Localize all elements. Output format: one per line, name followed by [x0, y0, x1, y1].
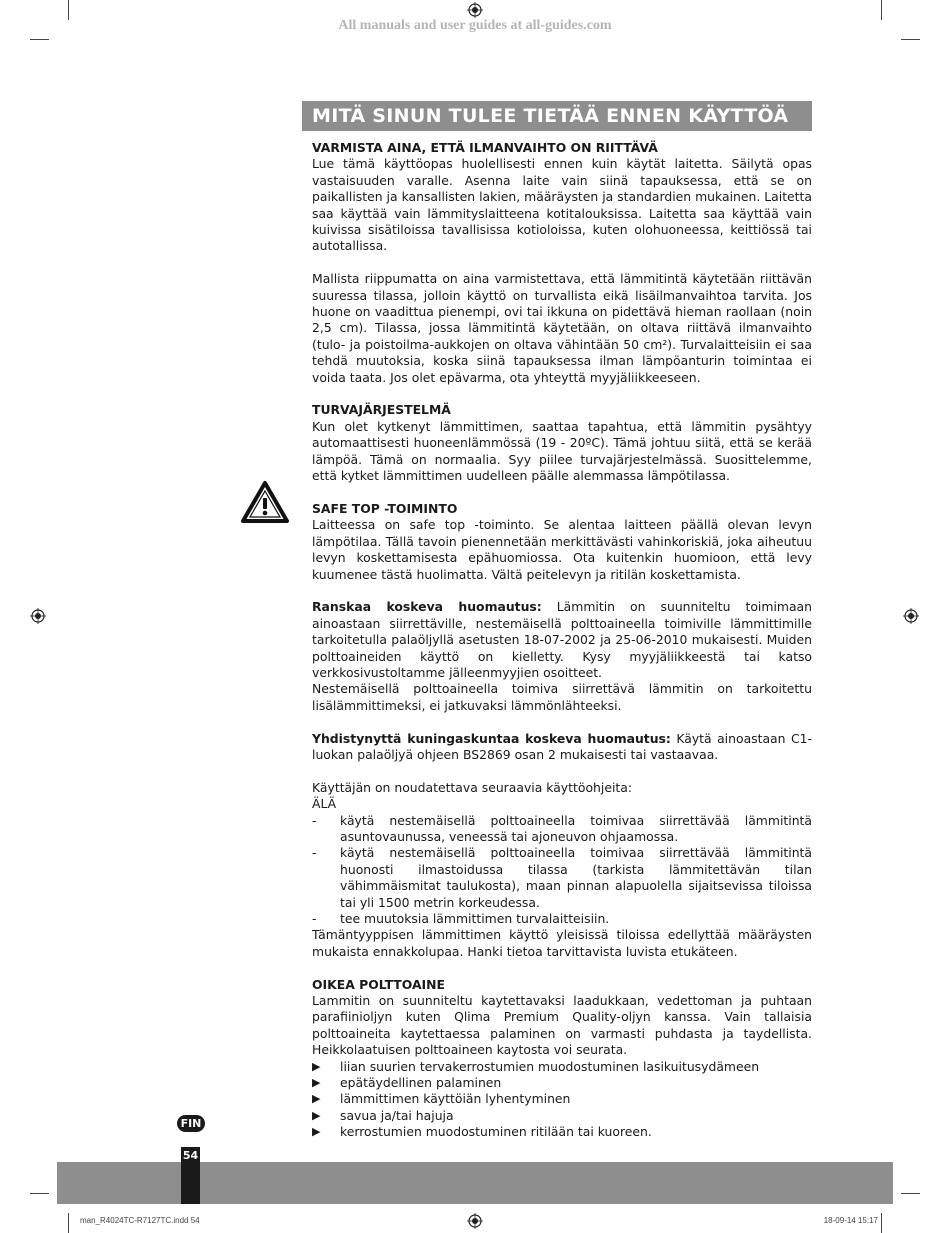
crop-mark: [881, 0, 882, 20]
bullet-arrow-icon: ▶: [312, 1076, 321, 1090]
fuel-paragraph: Lammitin on suunniteltu kaytettavaksi laadukkaan, vedettoman ja puhtaan parafiinioljyn kuten Qlima Premium Quality-oljyn kanssa. Vain tallaisia polttoaineita kaytettaessa palaminen on varmasti puhdasta ja taydellista. Heikkolaatuisen polttoaineen kaytosta voi seurata.: [312, 993, 812, 1058]
bullet-arrow-icon: ▶: [312, 1092, 321, 1106]
list-item-text: liian suurien tervakerrostumien muodostuminen lasikuitusydämeen: [340, 1058, 760, 1074]
crop-mark: [68, 1213, 69, 1233]
crop-mark: [30, 39, 49, 40]
rules-outro: Tämäntyyppisen lämmittimen käyttö yleisissä tiloissa edellyttää määräysten mukaista ennakkolupaa. Hanki tietoa tarvittavista luvista etukäteen.: [312, 927, 812, 959]
slug-timestamp: 18-09-14 15:17: [823, 1216, 878, 1225]
dash-marker: -: [312, 911, 317, 926]
dash-marker: -: [312, 845, 317, 861]
registration-mark-icon: [467, 1213, 483, 1229]
page-title: MITÄ SINUN TULEE TIETÄÄ ENNEN KÄYTTÖÄ: [302, 101, 812, 131]
bullet-arrow-icon: ▶: [312, 1108, 321, 1122]
registration-mark-icon: [30, 608, 46, 624]
list-item: [312, 1075, 812, 1091]
list-item-text: kerrostumien muodostuminen ritilään tai kuoreen.: [340, 1124, 652, 1140]
list-item-text: tee muutoksia lämmittimen turvalaitteisiin.: [340, 911, 610, 926]
registration-mark-icon: [903, 608, 919, 624]
crop-mark: [901, 1193, 920, 1194]
list-item: [312, 845, 812, 911]
bullet-arrow-icon: ▶: [312, 1125, 321, 1139]
main-content: [312, 140, 812, 1141]
bullet-arrow-icon: ▶: [312, 1059, 321, 1073]
section-heading-safe-top: SAFE TOP -TOIMINTO: [312, 500, 458, 516]
list-item-text: käytä nestemäisellä polttoaineella toimivaa siirrettävää lämmitintä huonosti ilmastoidussa tilassa (tarkista lämmitettävän tilan vähimmäismitat taulukosta), maan pinnan alapuolella sijaitsevissa tiloissa tai yli 1500 metrin korkeudessa.: [340, 845, 812, 910]
section-heading-ventilation: VARMISTA AINA, ETTÄ ILMANVAIHTO ON RIITTÄVÄ: [312, 140, 658, 155]
ventilation-paragraph-2: Mallista riippumatta on aina varmistettava, että lämmitintä käytetään riittävän suuressa tilassa, jolloin käyttö on turvallista eikä lisäilmanvaihtoa tarvita. Jos huone on vaadittua pienempi, ovi tai ikkuna on pidettävä hieman raollaan (noin 2,5 cm). Tilassa, jossa lämmitintä käytetään, on oltava riittävä ilmanvaihto (tulo- ja poistoilma-aukkojen on oltava vähintään 50 cm²). Turvalaitteisiin ei saa tehdä muutoksia, koska siinä tapauksessa ilman lämpöanturin toimintaa ei voida taata. Jos olet epävarma, ota yhteyttä myyjäliikkeeseen.: [312, 271, 812, 385]
france-note: [312, 599, 812, 681]
crop-mark: [881, 1213, 882, 1233]
list-item: [312, 911, 812, 927]
uk-note-text: Käytä ainoastaan C1-luokan palaöljyä ohjeen BS2869 osan 2 mukaisesti tai vastaavaa.: [312, 730, 812, 762]
list-item-text: lämmittimen käyttöiän lyhentyminen: [340, 1091, 571, 1107]
list-item-text: käytä nestemäisellä polttoaineella toimivaa siirrettävää lämmitintä asuntovaunussa, veneessä tai ajoneuvon ohjaamossa.: [340, 812, 812, 844]
rules-intro: Käyttäjän on noudatettava seuraavia käyttöohjeita:: [312, 779, 633, 795]
list-item-text: epätäydellinen palaminen: [340, 1075, 502, 1091]
crop-mark: [68, 0, 69, 20]
list-item: [312, 1108, 812, 1124]
list-item: [312, 1059, 812, 1075]
crop-mark: [30, 1193, 49, 1194]
uk-note-label: Yhdistynyttä kuningaskuntaa koskeva huomautus:: [312, 730, 671, 746]
list-item: [312, 1124, 812, 1140]
list-item: [312, 813, 812, 846]
crop-mark: [901, 39, 920, 40]
safety-paragraph: Kun olet kytkenyt lämmittimen, saattaa tapahtua, että lämmitin pysähtyy automaattisesti huoneenlämmössä (19 - 20ºC). Tämä johtuu siitä, että se kerää lämpöä. Tämä on normaalia. Syy piilee turvajärjestelmässä. Suosittelemme, että kytket lämmittimen uudelleen päälle alemmassa lämpötilassa.: [312, 418, 812, 484]
watermark: All manuals and user guides at all-guides.com: [338, 18, 612, 33]
slug-file-name: man_R4024TC-R7127TC.indd 54: [80, 1216, 200, 1225]
list-item-text: savua ja/tai hajuja: [340, 1107, 454, 1123]
section-heading-fuel: OIKEA POLTTOAINE: [312, 976, 445, 992]
page-number: 54: [182, 1149, 199, 1162]
france-note-paragraph-2: Nestemäisellä polttoaineella toimiva siirrettävä lämmitin on tarkoitettu lisälämmittimeksi, ei jatkuvaksi lämmönlähteeksi.: [312, 681, 812, 713]
registration-mark-icon: [467, 2, 483, 18]
language-badge: FIN: [177, 1115, 205, 1132]
france-note-text: Lämmitin on suunniteltu toimimaan ainoastaan siirrettäville, nestemäisellä polttoaineella toimiville lämmittimille tarkoitetulla palaöljyllä asetusten 18-07-2002 ja 25-06-2010 mukaisesti. Muiden polttoaineiden käyttö on kielletty. Kysy myyjäliikkeestä tai katso verkkosivustoltamme jälleenmyyjien osoitteet.: [312, 599, 812, 680]
safe-top-paragraph: Laitteessa on safe top -toiminto. Se alentaa laitteen päällä olevan levyn lämpötilaa. Tällä tavoin pienennetään merkittävästi vahinkoriskiä, joka aiheutuu levyn koskettamisesta epähuomiossa. Ota kuitenkin huomioon, että levy kuumenee tästä huolimatta. Vältä peitelevyn ja ritilän koskettamista.: [312, 517, 812, 582]
warning-triangle-icon: [240, 480, 290, 524]
rules-dont: ÄLÄ: [312, 796, 337, 812]
france-note-label: Ranskaa koskeva huomautus:: [312, 599, 542, 615]
ventilation-paragraph-1: Lue tämä käyttöopas huolellisesti ennen kuin käytät laitetta. Säilytä opas vastaisuuden varalle. Asenna laite vain siinä tapauksessa, että se on paikallisten ja kansallisten lakien, määräysten ja standardien mukainen. Laitetta saa käyttää vain lämmityslaitteena kotitalouksissa. Laitetta saa käyttää vain kuivissa sisätiloissa tavallisissa kotioloissa, kuten olohuoneessa, keittiössä tai autotallissa.: [312, 156, 812, 254]
list-item: [312, 1091, 812, 1107]
section-heading-safety: TURVAJÄRJESTELMÄ: [312, 402, 451, 418]
dash-marker: -: [312, 812, 317, 828]
uk-note: [312, 731, 812, 764]
